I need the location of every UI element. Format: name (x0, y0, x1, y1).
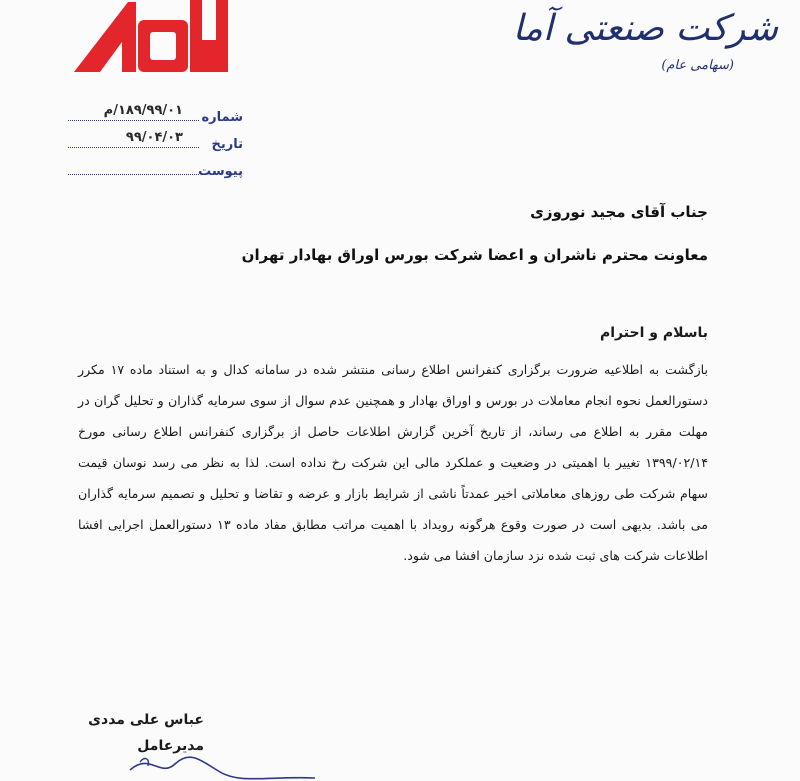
signer-title: مدیرعامل (137, 738, 204, 754)
signature-icon (120, 742, 320, 781)
date-dotted-line (68, 147, 199, 148)
attachment-label: پیوست (198, 164, 243, 179)
ama-logo-icon (70, 0, 230, 74)
number-label: شماره (201, 110, 243, 125)
attachment-dotted-line (68, 174, 199, 175)
recipient-name: جناب آقای مجید نوروزی (530, 203, 708, 221)
number-dotted-line (68, 120, 199, 121)
company-header (512, 2, 778, 73)
company-name: شرکت صنعتی آما (512, 8, 778, 49)
number-row (68, 100, 243, 127)
attachment-row (68, 154, 243, 181)
signer-name: عباس علی مددی (88, 712, 204, 728)
date-value: ۹۹/۰۴/۰۳ (125, 130, 183, 145)
number-value: ۱۸۹/۹۹/۰۱/م (103, 103, 183, 118)
greeting: باسلام و احترام (600, 325, 708, 341)
letter-body: بازگشت به اطلاعیه ضرورت برگزاری کنفرانس اطلاع رسانی منتشر شده در سامانه کدال و به استناد ماده ۱۷ مکرر دستورالعمل نحوه انجام معاملات در بورس و اوراق بهادار و همچنین عدم سوال از سوی سرمایه گذاران و تحلیل گران در مهلت مقرر به اطلاع می رساند، از تاریخ آخرین گزارش اطلاعات حاصل از برگزاری کنفرانس اطلاع رسانی مورخ ۱۳۹۹/۰۲/۱۴ تغییر با اهمیتی در وضعیت و عملکرد مالی این شرکت رخ نداده است. لذا به نظر می رسد نوسان قیمت سهام شرکت طی روزهای معاملاتی اخیر عمدتاً ناشی از شرایط بازار و عرضه و تقاضا و تحلیل و تصمیم سرمایه گذاران می باشد. بدیهی است در صورت وقوع هرگونه رویداد با اهمیت مراتب مطابق مفاد ماده ۱۳ دستورالعمل اجرایی افشا اطلاعات شرکت های ثبت شده نزد سازمان افشا می شود. (78, 362, 708, 563)
company-type: (سهامی عام) (661, 58, 734, 73)
date-label: تاریخ (211, 137, 243, 152)
letter-meta (68, 100, 243, 181)
recipient-title: معاونت محترم ناشران و اعضا شرکت بورس اوراق بهادار تهران (241, 246, 708, 264)
date-row (68, 127, 243, 154)
